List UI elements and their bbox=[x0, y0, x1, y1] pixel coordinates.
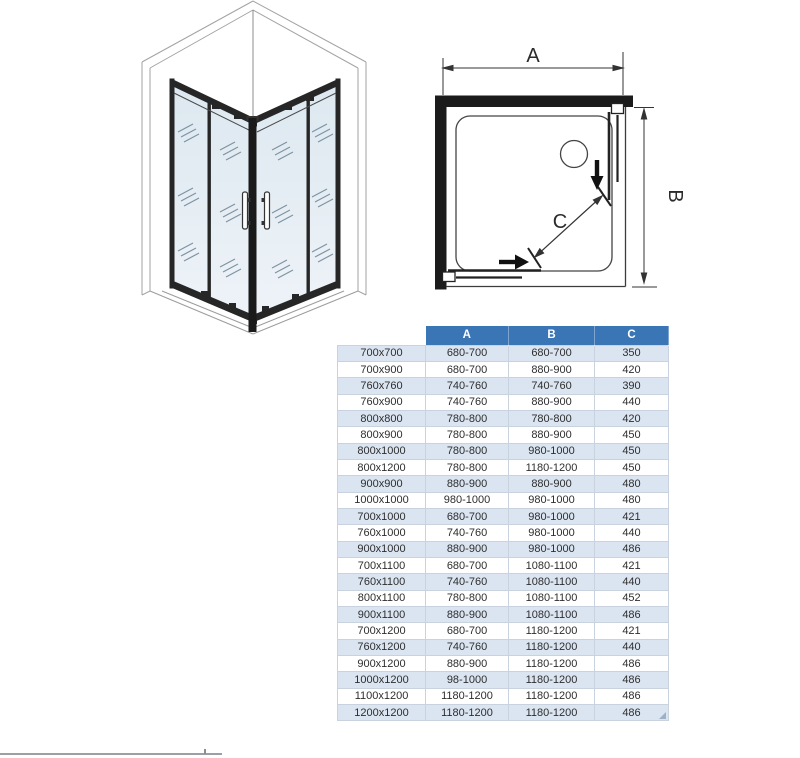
size-cell: 760x1000 bbox=[338, 525, 426, 541]
table-row bbox=[338, 639, 669, 655]
dimension-cell: 980-1000 bbox=[509, 525, 595, 541]
size-cell: 900x1100 bbox=[338, 607, 426, 623]
size-cell: 700x1100 bbox=[338, 557, 426, 573]
dimension-cell: 1180-1200 bbox=[509, 672, 595, 688]
size-cell: 1100x1200 bbox=[338, 688, 426, 704]
column-header-a: A bbox=[426, 326, 509, 345]
table-row bbox=[338, 427, 669, 443]
dimension-cell: 740-760 bbox=[426, 378, 509, 394]
table-row bbox=[338, 607, 669, 623]
dimension-cell: 452 bbox=[595, 590, 669, 606]
dimension-cell: 780-800 bbox=[426, 410, 509, 426]
size-cell: 800x1200 bbox=[338, 459, 426, 475]
dimension-a bbox=[443, 45, 623, 95]
dimension-cell: 740-760 bbox=[426, 525, 509, 541]
table-row bbox=[338, 459, 669, 475]
dimension-cell: 680-700 bbox=[426, 345, 509, 361]
size-table-container bbox=[337, 326, 669, 721]
table-row bbox=[338, 476, 669, 492]
size-cell: 760x900 bbox=[338, 394, 426, 410]
handle-right-icon bbox=[265, 192, 270, 229]
dimension-cell: 440 bbox=[595, 639, 669, 655]
dimension-cell: 780-800 bbox=[426, 590, 509, 606]
dim-label-c: C bbox=[552, 211, 568, 233]
dimension-cell: 486 bbox=[595, 672, 669, 688]
table-row bbox=[338, 688, 669, 704]
table-row bbox=[338, 541, 669, 557]
size-cell: 900x1000 bbox=[338, 541, 426, 557]
table-row bbox=[338, 590, 669, 606]
bottom-divider-tick bbox=[204, 749, 206, 754]
dimension-cell: 440 bbox=[595, 394, 669, 410]
table-header-row bbox=[338, 326, 669, 345]
dimension-cell: 1180-1200 bbox=[426, 705, 509, 721]
dimension-cell: 980-1000 bbox=[509, 541, 595, 557]
dimension-cell: 680-700 bbox=[426, 557, 509, 573]
dimension-cell: 880-900 bbox=[426, 607, 509, 623]
size-cell: 800x1100 bbox=[338, 590, 426, 606]
size-table bbox=[337, 326, 669, 721]
size-cell: 800x900 bbox=[338, 427, 426, 443]
table-resize-mark-icon bbox=[659, 712, 666, 719]
dimension-cell: 880-900 bbox=[509, 427, 595, 443]
column-header-b: B bbox=[509, 326, 595, 345]
table-row bbox=[338, 672, 669, 688]
dimension-cell: 680-700 bbox=[426, 508, 509, 524]
dimension-cell: 680-700 bbox=[509, 345, 595, 361]
dimension-cell: 1080-1100 bbox=[509, 574, 595, 590]
plan-view-drawing bbox=[425, 35, 690, 310]
dimension-b bbox=[632, 108, 686, 288]
dimension-cell: 1080-1100 bbox=[509, 590, 595, 606]
dimension-cell: 450 bbox=[595, 443, 669, 459]
dimension-cell: 421 bbox=[595, 557, 669, 573]
dimension-cell: 680-700 bbox=[426, 623, 509, 639]
dimension-cell: 420 bbox=[595, 361, 669, 377]
table-row bbox=[338, 492, 669, 508]
dimension-cell: 390 bbox=[595, 378, 669, 394]
dimension-cell: 680-700 bbox=[426, 361, 509, 377]
table-row bbox=[338, 394, 669, 410]
size-cell: 700x900 bbox=[338, 361, 426, 377]
dimension-cell: 880-900 bbox=[426, 476, 509, 492]
dimension-cell: 740-760 bbox=[509, 378, 595, 394]
dimension-cell: 421 bbox=[595, 623, 669, 639]
dimension-cell: 780-800 bbox=[426, 427, 509, 443]
dimension-cell: 486 bbox=[595, 541, 669, 557]
dimension-cell: 486 bbox=[595, 688, 669, 704]
dimension-cell: 880-900 bbox=[426, 541, 509, 557]
dimension-cell: 450 bbox=[595, 459, 669, 475]
dim-label-a: A bbox=[526, 45, 540, 67]
dimension-cell: 420 bbox=[595, 410, 669, 426]
dimension-cell: 740-760 bbox=[426, 574, 509, 590]
dimension-cell: 980-1000 bbox=[509, 492, 595, 508]
dimension-cell: 880-900 bbox=[509, 361, 595, 377]
dimension-cell: 1180-1200 bbox=[509, 656, 595, 672]
size-table-body bbox=[338, 345, 669, 721]
size-cell: 700x1200 bbox=[338, 623, 426, 639]
table-row bbox=[338, 623, 669, 639]
dimension-cell: 1180-1200 bbox=[509, 459, 595, 475]
dimension-cell: 1080-1100 bbox=[509, 607, 595, 623]
dimension-cell: 486 bbox=[595, 607, 669, 623]
table-row bbox=[338, 378, 669, 394]
table-row bbox=[338, 705, 669, 721]
dimension-cell: 880-900 bbox=[426, 656, 509, 672]
dimension-cell: 486 bbox=[595, 705, 669, 721]
dimension-cell: 780-800 bbox=[426, 459, 509, 475]
dimension-cell: 421 bbox=[595, 508, 669, 524]
size-cell: 700x1000 bbox=[338, 508, 426, 524]
size-cell: 800x1000 bbox=[338, 443, 426, 459]
column-header-c: C bbox=[595, 326, 669, 345]
dimension-cell: 980-1000 bbox=[509, 443, 595, 459]
dimension-cell: 450 bbox=[595, 427, 669, 443]
size-cell: 760x760 bbox=[338, 378, 426, 394]
dimension-cell: 740-760 bbox=[426, 394, 509, 410]
size-cell: 1000x1200 bbox=[338, 672, 426, 688]
table-row bbox=[338, 557, 669, 573]
dimension-cell: 780-800 bbox=[426, 443, 509, 459]
glass-panel-left bbox=[174, 84, 253, 318]
dimension-cell: 1180-1200 bbox=[509, 705, 595, 721]
table-row bbox=[338, 345, 669, 361]
dimension-cell: 1180-1200 bbox=[509, 688, 595, 704]
dimension-cell: 980-1000 bbox=[426, 492, 509, 508]
dimension-cell: 1080-1100 bbox=[509, 557, 595, 573]
size-cell: 900x900 bbox=[338, 476, 426, 492]
size-cell: 760x1100 bbox=[338, 574, 426, 590]
table-row bbox=[338, 410, 669, 426]
dimension-cell: 880-900 bbox=[509, 394, 595, 410]
size-cell: 1200x1200 bbox=[338, 705, 426, 721]
dim-label-b: B bbox=[664, 189, 686, 203]
dimension-cell: 440 bbox=[595, 525, 669, 541]
dimension-cell: 350 bbox=[595, 345, 669, 361]
size-cell: 760x1200 bbox=[338, 639, 426, 655]
dimension-cell: 780-800 bbox=[509, 410, 595, 426]
table-row bbox=[338, 361, 669, 377]
table-row bbox=[338, 574, 669, 590]
table-row bbox=[338, 443, 669, 459]
dimension-cell: 480 bbox=[595, 492, 669, 508]
handle-left-icon bbox=[243, 192, 248, 229]
dimension-cell: 980-1000 bbox=[509, 508, 595, 524]
size-cell: 1000x1000 bbox=[338, 492, 426, 508]
table-row bbox=[338, 508, 669, 524]
dimension-cell: 486 bbox=[595, 656, 669, 672]
dimension-cell: 880-900 bbox=[509, 476, 595, 492]
size-cell: 700x700 bbox=[338, 345, 426, 361]
bottom-divider-line bbox=[0, 753, 222, 755]
shower-tray bbox=[456, 116, 612, 271]
dimension-cell: 1180-1200 bbox=[509, 639, 595, 655]
size-cell: 800x800 bbox=[338, 410, 426, 426]
table-row bbox=[338, 525, 669, 541]
size-cell: 900x1200 bbox=[338, 656, 426, 672]
dimension-cell: 1180-1200 bbox=[509, 623, 595, 639]
dimension-cell: 440 bbox=[595, 574, 669, 590]
isometric-shower-drawing bbox=[80, 0, 390, 340]
dimension-cell: 740-760 bbox=[426, 639, 509, 655]
dimension-cell: 98-1000 bbox=[426, 672, 509, 688]
table-row bbox=[338, 656, 669, 672]
dimension-cell: 480 bbox=[595, 476, 669, 492]
dimension-cell: 1180-1200 bbox=[426, 688, 509, 704]
header-spacer-cell bbox=[338, 326, 426, 345]
